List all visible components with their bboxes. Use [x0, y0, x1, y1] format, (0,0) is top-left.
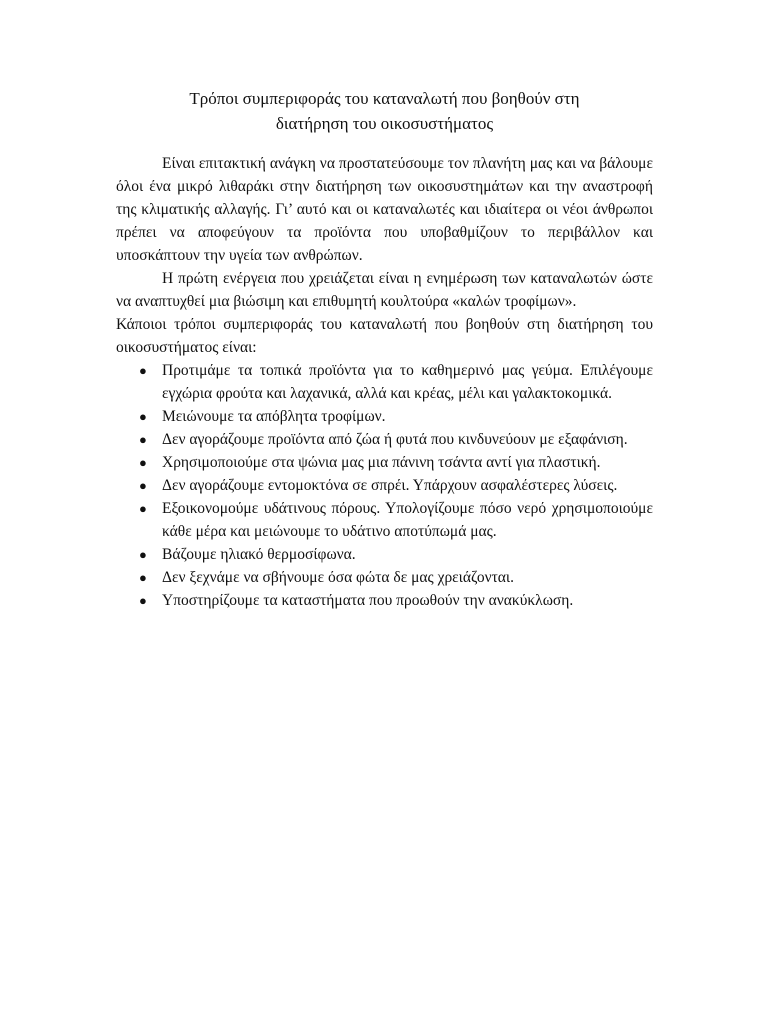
bullet-icon: ● [139, 409, 147, 424]
awareness-paragraph: Η πρώτη ενέργεια που χρειάζεται είναι η ενημέρωση των καταναλωτών ώστε να αναπτυχθεί μια βιώσιμη και επιθυμητή κουλτούρα «καλών τροφίμων». [116, 270, 653, 310]
list-item [139, 359, 653, 405]
list-item-text: Προτιμάμε τα τοπικά προϊόντα για το καθημερινό μας γεύμα. Επιλέγουμε εγχώρια φρούτα και λαχανικά, αλλά και κρέας, μέλι και γαλακτοκομικά. [162, 362, 653, 402]
bullet-icon: ● [139, 501, 147, 516]
list-item [139, 405, 653, 428]
list-item [139, 543, 653, 566]
document-page [116, 86, 653, 612]
behaviors-intro-paragraph: Κάποιοι τρόποι συμπεριφοράς του καταναλωτή που βοηθούν στη διατήρηση του οικοσυστήματος είναι: [116, 316, 653, 356]
list-item [139, 497, 653, 543]
document-title [116, 86, 653, 136]
list-item-text: Μειώνουμε τα απόβλητα τροφίμων. [162, 408, 386, 425]
list-item-text: Δεν αγοράζουμε εντομοκτόνα σε σπρέι. Υπάρχουν ασφαλέστερες λύσεις. [162, 477, 618, 494]
bullet-icon: ● [139, 455, 147, 470]
list-item-text: Υποστηρίζουμε τα καταστήματα που προωθούν την ανακύκλωση. [162, 592, 574, 609]
list-item-text: Βάζουμε ηλιακό θερμοσίφωνα. [162, 546, 356, 563]
title-line-2: διατήρηση του οικοσυστήματος [275, 114, 494, 133]
list-item-text: Δεν αγοράζουμε προϊόντα από ζώα ή φυτά που κινδυνεύουν με εξαφάνιση. [162, 431, 628, 448]
list-item-text: Εξοικονομούμε υδάτινους πόρους. Υπολογίζουμε πόσο νερό χρησιμοποιούμε κάθε μέρα και μειώνουμε το υδάτινο αποτύπωμά μας. [162, 500, 653, 540]
list-item-text: Δεν ξεχνάμε να σβήνουμε όσα φώτα δε μας χρειάζονται. [162, 569, 514, 586]
bullet-icon: ● [139, 432, 147, 447]
bullet-icon: ● [139, 570, 147, 585]
bullet-icon: ● [139, 547, 147, 562]
list-item [139, 566, 653, 589]
list-item [139, 428, 653, 451]
bullet-icon: ● [139, 478, 147, 493]
list-item [139, 474, 653, 497]
intro-paragraph: Είναι επιτακτική ανάγκη να προστατεύσουμε τον πλανήτη μας και να βάλουμε όλοι ένα μικρό λιθαράκι στην διατήρηση των οικοσυστημάτων και την αναστροφή της κλιματικής αλλαγής. Γι’ αυτό και οι καταναλωτές και ιδιαίτερα οι νέοι άνθρωποι πρέπει να αποφεύγουν τα προϊόντα που υποβαθμίζουν το περιβάλλον και υποσκάπτουν την υγεία των ανθρώπων. [116, 155, 653, 264]
list-item-text: Χρησιμοποιούμε στα ψώνια μας μια πάνινη τσάντα αντί για πλαστική. [162, 454, 601, 471]
list-item [139, 589, 653, 612]
list-item [139, 451, 653, 474]
behaviors-list [116, 359, 653, 612]
bullet-icon: ● [139, 593, 147, 608]
title-line-1: Τρόποι συμπεριφοράς του καταναλωτή που βοηθούν στη [189, 89, 580, 108]
bullet-icon: ● [139, 363, 147, 378]
